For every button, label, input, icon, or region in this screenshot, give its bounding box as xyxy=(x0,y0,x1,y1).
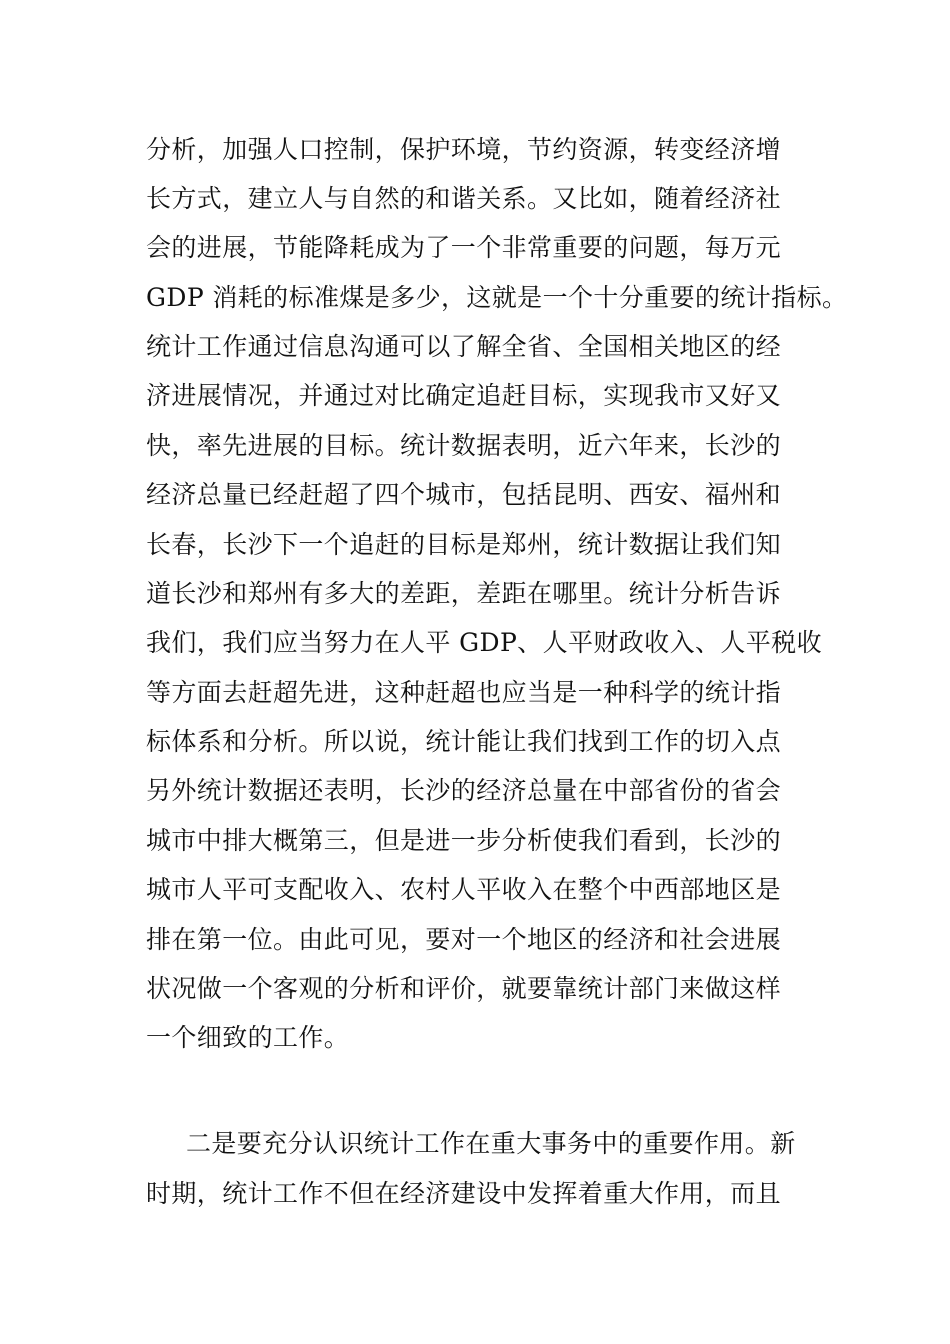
text-line: 二是要充分认识统计工作在重大事务中的重要作用。新 xyxy=(186,1129,796,1158)
text-line: 排在第一位。由此可见，要对一个地区的经济和社会进展 xyxy=(146,925,782,954)
text-line: 长方式，建立人与自然的和谐关系。又比如，随着经济社 xyxy=(146,184,782,213)
text-line: 长春，长沙下一个追赶的目标是郑州，统计数据让我们知 xyxy=(146,530,782,559)
text-line: 城市中排大概第三，但是进一步分析使我们看到，长沙的 xyxy=(146,826,782,855)
text-line: 经济总量已经赶超了四个城市，包括昆明、西安、福州和 xyxy=(146,480,782,509)
text-line: 时期，统计工作不但在经济建设中发挥着重大作用，而且 xyxy=(146,1179,782,1208)
text-line: 城市人平可支配收入、农村人平收入在整个中西部地区是 xyxy=(146,875,782,904)
text-line: 道长沙和郑州有多大的差距，差距在哪里。统计分析告诉 xyxy=(146,579,782,608)
text-line: 我们，我们应当努力在人平 GDP、人平财政收入、人平税收 xyxy=(146,628,822,657)
text-line: 济进展情况，并通过对比确定追赶目标，实现我市又好又 xyxy=(146,381,782,410)
text-line: 状况做一个客观的分析和评价，就要靠统计部门来做这样 xyxy=(146,974,782,1003)
text-line: 另外统计数据还表明，长沙的经济总量在中部省份的省会 xyxy=(146,776,782,805)
text-line: 统计工作通过信息沟通可以了解全省、全国相关地区的经 xyxy=(146,332,782,361)
text-line: 标体系和分析。所以说，统计能让我们找到工作的切入点 xyxy=(146,727,782,756)
text-line: 一个细致的工作。 xyxy=(146,1023,350,1052)
text-line: GDP 消耗的标准煤是多少，这就是一个十分重要的统计指标。 xyxy=(146,283,848,312)
text-line: 等方面去赶超先进，这种赶超也应当是一种科学的统计指 xyxy=(146,678,782,707)
text-line: 分析，加强人口控制，保护环境，节约资源，转变经济增 xyxy=(146,135,782,164)
text-line: 快，率先进展的目标。统计数据表明，近六年来，长沙的 xyxy=(146,431,782,460)
text-line: 会的进展，节能降耗成为了一个非常重要的问题，每万元 xyxy=(146,233,782,262)
